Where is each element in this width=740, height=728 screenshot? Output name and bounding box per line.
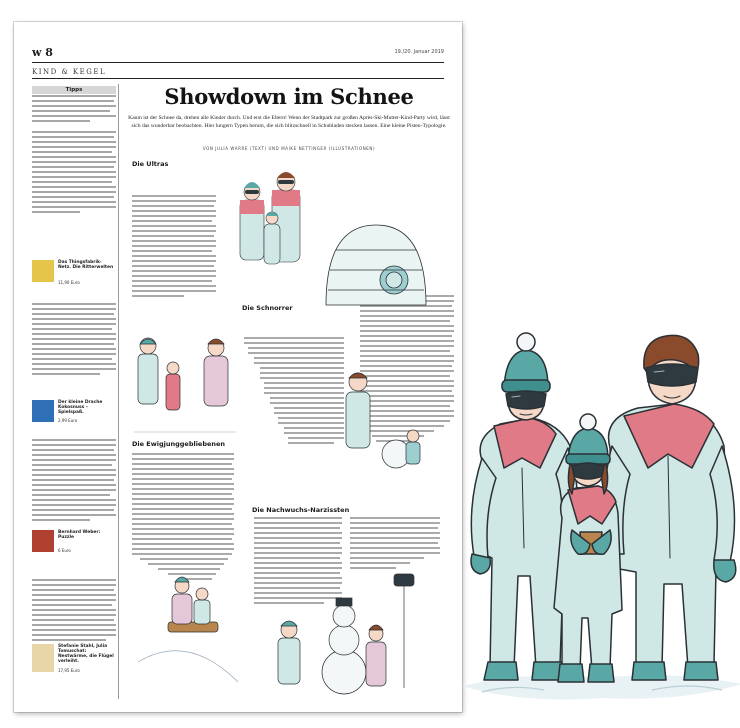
- header-rule: [32, 62, 444, 63]
- product-title-1: Das Thingsfabrik-Netz. Die Ritterwelten: [58, 260, 114, 270]
- product-title-3: Bernhard Weber: Puzzle: [58, 530, 101, 540]
- section-rubric: KIND & KEGEL: [32, 68, 107, 76]
- product-price-3: 6 Euro: [58, 548, 71, 553]
- subhead-narzissten: Die Nachwuchs-Narzissten: [252, 506, 350, 514]
- product-thumb-4: [32, 644, 54, 672]
- igloo-illustration: [226, 170, 426, 320]
- page-number: w 8: [32, 46, 53, 59]
- page-date: 19./20. Januar 2019: [394, 49, 444, 55]
- product-price-1: 11,90 Euro: [58, 280, 80, 285]
- article-byline: VON JULIA WARRE (TEXT) UND MAIKE NETTINGER (ILLUSTRATIONEN): [202, 146, 376, 151]
- product-thumb-2: [32, 400, 54, 422]
- product-price-4: 17,95 Euro: [58, 668, 80, 673]
- product-title-2: Der kleine Drache Kokosnuss – Spielspaß.: [58, 400, 103, 415]
- family-illustration: [452, 318, 740, 718]
- oma-eltern-illustration: [326, 362, 436, 482]
- sidebar-heading: Tipps: [32, 86, 116, 94]
- article-headline: Showdown im Schnee: [164, 84, 414, 109]
- schnorrer-illustration: [126, 314, 246, 444]
- product-title-4: Stefanie Stahl, Julia Tomuschat: Nestwärme, die Flügel verleiht.: [58, 644, 114, 664]
- product-thumb-3: [32, 530, 54, 552]
- subhead-schnorrer: Die Schnorrer: [242, 304, 293, 312]
- newspaper-content: [14, 22, 462, 712]
- father-figure: [604, 335, 736, 680]
- snowman-illustration: [254, 568, 434, 708]
- rubric-rule: [32, 78, 444, 79]
- article-lead: Kaum ist der Schnee da, drehen alle Kinder durch. Und erst die Eltern! Wenn der Stadtpark zur großen Après-Ski-Mutter-Kind-Party wird, lässt sich das wunderbar beobachten. Hier lungern Typen herum, die sich blitzschnell in Schubladen stecken lassen. Eine kleine Pisten-Typologie.: [128, 115, 450, 129]
- product-thumb-1: [32, 260, 54, 282]
- subhead-ewigjung: Die Ewigjunggebliebenen: [132, 440, 226, 448]
- product-price-2: 2,99 Euro: [58, 418, 78, 423]
- subhead-ultras: Die Ultras: [132, 160, 169, 168]
- sled-illustration: [128, 542, 248, 692]
